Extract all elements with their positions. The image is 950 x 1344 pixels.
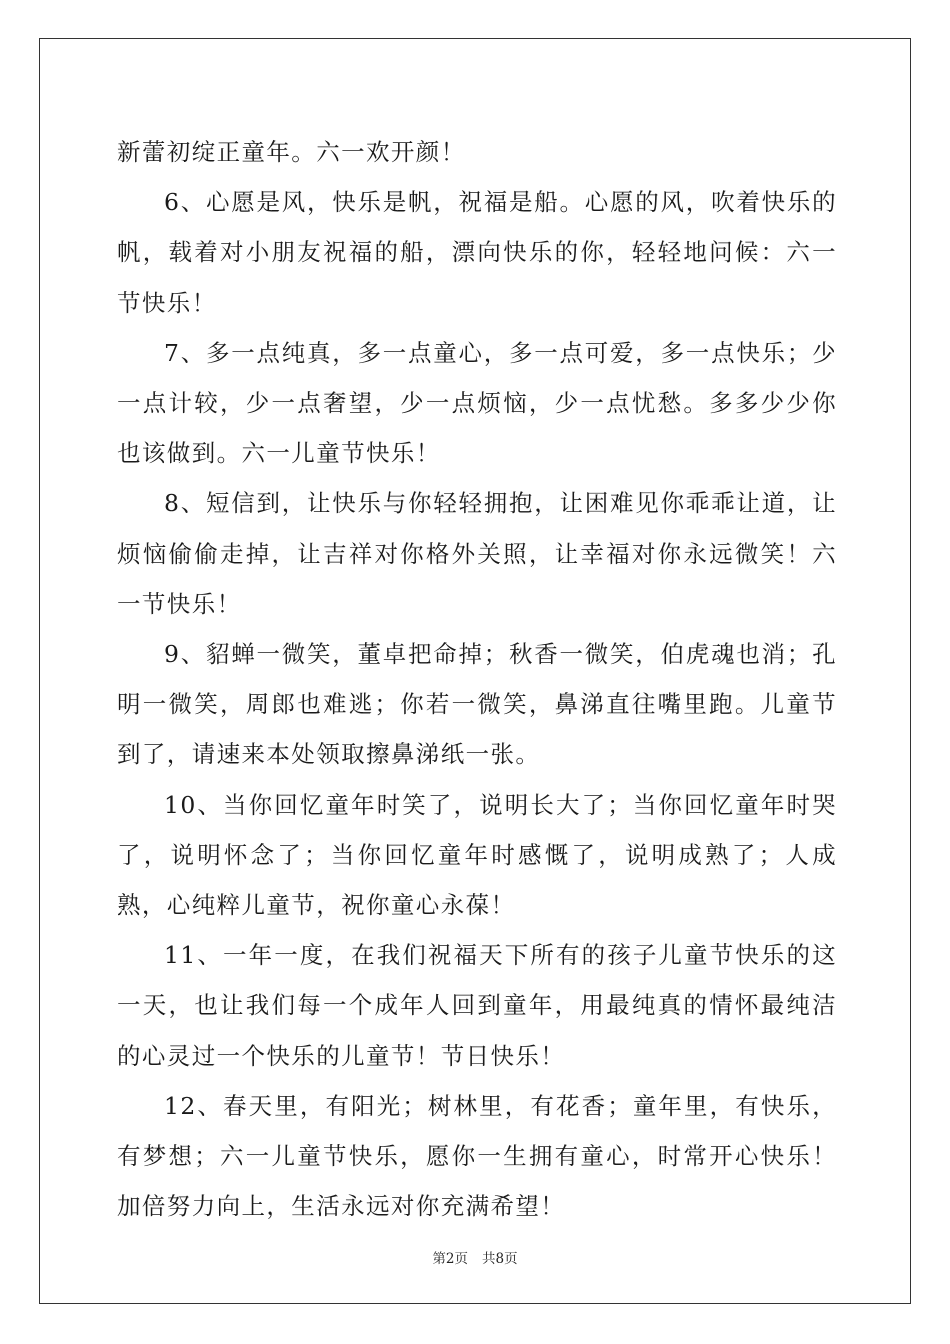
page-total: 共8页 [482,1251,518,1267]
paragraph: 11、一年一度，在我们祝福天下所有的孩子儿童节快乐的这一天，也让我们每一个成年人回到童年，用最纯真的情怀最纯洁的心灵过一个快乐的儿童节！节日快乐！ [117,941,837,1070]
paragraph: 9、貂蝉一微笑，董卓把命掉；秋香一微笑，伯虎魂也消；孔明一微笑，周郎也难逃；你若一微笑，鼻涕直往嘴里跑。儿童节到了，请速来本处领取擦鼻涕纸一张。 [117,640,837,769]
document-body [117,127,837,1231]
page-number: 第2页 [432,1251,468,1267]
paragraph: 6、心愿是风，快乐是帆，祝福是船。心愿的风，吹着快乐的帆，载着对小朋友祝福的船，漂向快乐的你，轻轻地问候：六一节快乐！ [117,188,837,317]
paragraph: 8、短信到，让快乐与你轻轻拥抱，让困难见你乖乖让道，让烦恼偷偷走掉，让吉祥对你格外关照，让幸福对你永远微笑！六一节快乐！ [117,489,837,618]
paragraph: 7、多一点纯真，多一点童心，多一点可爱，多一点快乐；少一点计较，少一点奢望，少一点烦恼，少一点忧愁。多多少少你也该做到。六一儿童节快乐！ [117,338,837,468]
page-footer [0,1247,950,1267]
paragraph: 12、春天里，有阳光；树林里，有花香；童年里，有快乐，有梦想；六一儿童节快乐，愿你一生拥有童心，时常开心快乐！加倍努力向上，生活永远对你充满希望！ [117,1091,837,1221]
paragraph: 10、当你回忆童年时笑了，说明长大了；当你回忆童年时哭了，说明怀念了；当你回忆童年时感慨了，说明成熟了；人成熟，心纯粹儿童节，祝你童心永葆！ [117,790,837,920]
paragraph: 新蕾初绽正童年。六一欢开颜！ [117,138,466,166]
